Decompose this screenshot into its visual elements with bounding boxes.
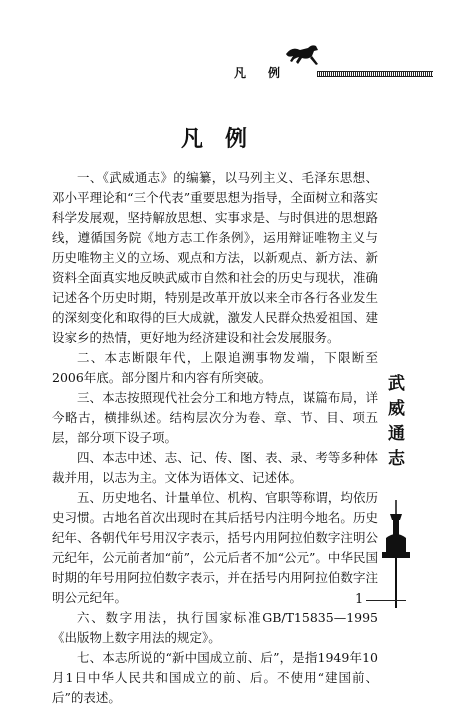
page-number: 1 xyxy=(355,592,364,607)
body-text xyxy=(52,168,378,708)
paragraph-3: 三、本志按照现代社会分工和地方特点，谋篇布局，详今略古，横排纵述。结构层次分为卷、章、节、目、项五层，部分项下设子项。 xyxy=(52,390,378,445)
paragraph-4: 四、本志中述、志、记、传、图、表、录、考等多种体裁并用，以志为主。文体为语体文、记述体。 xyxy=(52,450,378,485)
stupa-icon xyxy=(376,500,416,610)
header-decorative-bar xyxy=(317,71,433,77)
paragraph-6: 六、数字用法，执行国家标准GB/T15835—1995《出版物上数字用法的规定》。 xyxy=(52,610,378,645)
galloping-horse-icon xyxy=(282,40,322,70)
paragraph-1: 一、《武威通志》的编纂，以马列主义、毛泽东思想、邓小平理论和“三个代表”重要思想为指导，全面树立和落实科学发展观，坚持解放思想、实事求是、与时俱进的思想路线，遵循国务院《地方志工作条例》，运用辩证唯物主义与历史唯物主义的立场、观点和方法，以新观点、新方法、新资料全面真实地反映武威市自然和社会的历史与现状，准确记述各个历史时期，特别是改革开放以来全市各行各业发生的深刻变化和取得的巨大成就，激发人民群众热爱祖国、建设家乡的热情，更好地为经济建设和社会发展服务。 xyxy=(52,170,378,345)
paragraph-2: 二、本志断限年代，上限追溯事物发端，下限断至2006年底。部分图片和内容有所突破。 xyxy=(52,350,378,385)
running-header xyxy=(0,0,450,90)
paragraph-5: 五、历史地名、计量单位、机构、官职等称谓，均依历史习惯。古地名首次出现时在其后括号内注明今地名。历史纪年、各朝代年号用汉字表示，括号内用阿拉伯数字注明公元纪年，公元前者加“前”，公元后者不加“公元”。中华民国时期的年号用阿拉伯数字表示，并在括号内用阿拉伯数字注明公元纪年。 xyxy=(52,490,378,605)
page-title: 凡例 xyxy=(180,126,269,152)
page-number-rule xyxy=(366,600,406,601)
side-book-title: 武威通志 xyxy=(388,374,405,469)
binding-edge xyxy=(0,0,4,657)
running-header-label: 凡例 xyxy=(234,66,303,80)
paragraph-7: 七、本志所说的“新中国成立前、后”，是指1949年10月1日中华人民共和国成立的前、后。不使用“建国前、后”的表述。 xyxy=(52,650,378,705)
